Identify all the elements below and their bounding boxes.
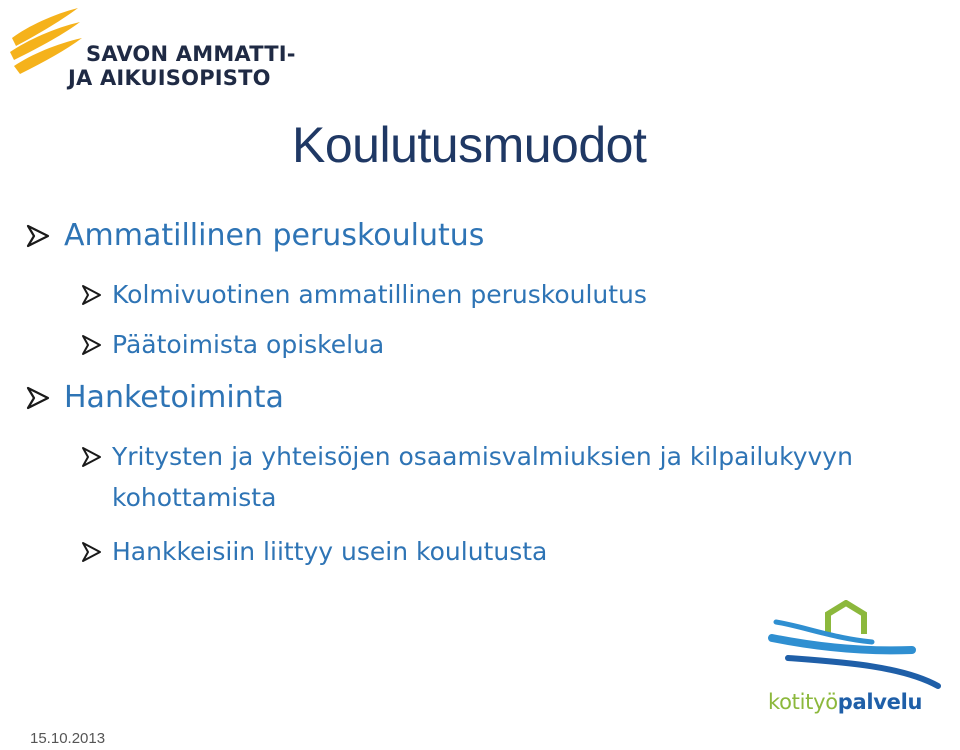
arrow-bullet-icon: [24, 380, 64, 414]
bullet-text: Hanketoiminta: [64, 380, 284, 415]
bullet-level2: [80, 436, 950, 518]
bullet-text: Kolmivuotinen ammatillinen peruskoulutus: [112, 280, 647, 309]
bullet-level1: [24, 218, 484, 253]
org-logo: [8, 6, 298, 90]
arrow-bullet-icon: [80, 324, 112, 365]
bullet-text: Yritysten ja yhteisöjen osaamisvalmiuksien ja kilpailukyvyn kohottamista: [112, 442, 853, 512]
bullet-text: Hankkeisiin liittyy usein koulutusta: [112, 537, 548, 566]
arrow-bullet-icon: [80, 436, 112, 477]
bullet-text: Päätoimista opiskelua: [112, 330, 385, 359]
bullet-level2: [80, 531, 547, 572]
partner-logo-text: kotityöpalvelu: [768, 690, 923, 714]
arrow-bullet-icon: [80, 274, 112, 315]
slide-title: Koulutusmuodot: [292, 117, 647, 173]
arrow-bullet-icon: [80, 531, 112, 572]
org-logo-line2: JA AIKUISOPISTO: [68, 66, 271, 90]
org-logo-line1: SAVON AMMATTI-: [86, 42, 296, 66]
partner-logo: [762, 600, 952, 725]
house-wave-logo-icon: [762, 600, 952, 695]
bullet-text: Ammatillinen peruskoulutus: [64, 218, 485, 253]
bullet-level2: [80, 274, 647, 315]
slide-date: 15.10.2013: [30, 730, 106, 747]
bullet-level1: [24, 380, 284, 415]
arrow-bullet-icon: [24, 218, 64, 252]
bullet-level2: [80, 324, 384, 365]
